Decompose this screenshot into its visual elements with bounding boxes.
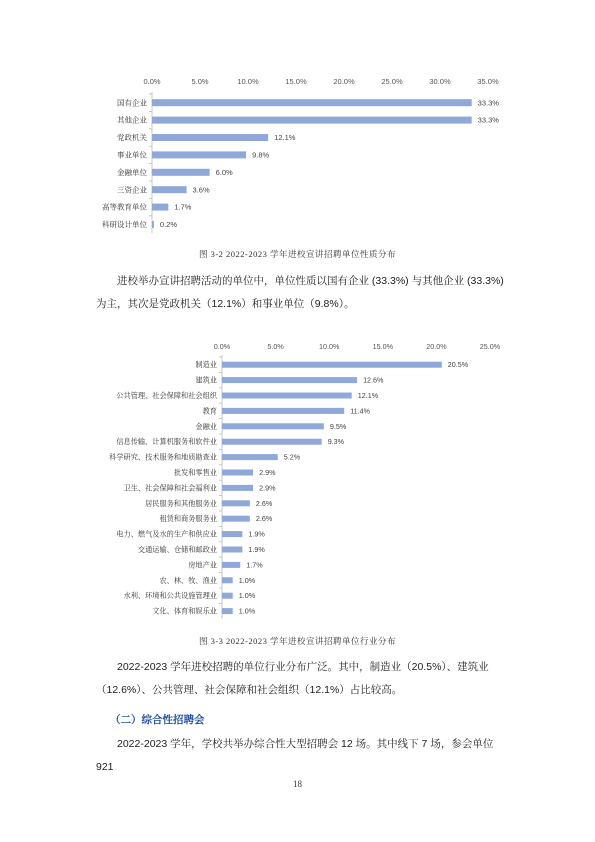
category-label: 国有企业 [117,98,147,108]
data-label: 5.2% [283,452,301,462]
bar [152,134,268,141]
paragraph-line: 2022-2023 学年进校招聘的单位行业分布广泛。其中，制造业（20.5%）、建筑业 [117,661,489,673]
paragraph-line: （12.6%）、公共管理、社会保障和社会组织（12.1%）占比较高。 [96,684,403,696]
category-label: 卫生、社会保障和社会福利业 [123,483,217,493]
tick-label: 10.0% [319,342,340,351]
bar [222,577,233,583]
category-label: 金融业 [195,421,217,431]
tick-label: 15.0% [285,77,307,86]
category-label: 租赁和商务服务业 [159,514,217,524]
chart-unit-nature [0,70,595,240]
data-label: 2.6% [255,498,273,508]
data-label: 3.6% [192,185,210,195]
bar [222,593,233,599]
bar [152,221,154,228]
category-label: 制造业 [195,360,217,370]
data-label: 12.1% [357,391,379,401]
data-label: 0.2% [159,220,178,230]
section-heading: （二）综合性招聘会 [110,714,205,726]
data-label: 1.0% [238,575,256,585]
bar [222,408,344,414]
bar [222,562,240,568]
data-label: 1.7% [246,560,263,570]
bar [152,204,168,211]
tick-label: 25.0% [381,77,403,86]
category-label: 教育 [202,406,217,416]
data-label: 1.9% [248,545,265,555]
bar [152,151,246,158]
category-label: 高等教育单位 [102,202,147,212]
paragraph-job-fair [96,733,508,779]
data-label: 2.9% [259,468,276,478]
category-label: 三资企业 [117,185,147,195]
bar [152,99,472,106]
bar [222,547,242,553]
data-label: 20.5% [447,360,469,370]
category-label: 金融单位 [117,167,147,177]
bar [222,377,357,383]
data-label: 6.0% [215,167,233,177]
category-label: 房地产业 [188,560,217,570]
bar [222,362,442,368]
bar [222,516,250,522]
tick-label: 5.0% [267,342,284,351]
category-label: 科研设计单位 [102,220,147,230]
bar [222,393,352,399]
tick-label: 10.0% [237,77,259,86]
tick-label: 5.0% [191,77,209,86]
bar [152,117,472,124]
tick-label: 15.0% [372,342,393,351]
bar [222,454,278,460]
paragraph-line: 进校举办宣讲招聘活动的单位中，单位性质以国有企业 (33.3%) 与其他企业 (33.3%) [117,275,504,287]
data-label: 1.7% [174,202,192,212]
category-label: 党政机关 [117,133,147,143]
category-label: 批发和零售业 [173,468,217,478]
category-label: 科学研究、技术服务和地质勘查业 [109,452,217,462]
page-number: 18 [293,779,302,789]
category-label: 建筑业 [195,375,217,385]
category-label: 事业单位 [117,150,147,160]
data-label: 1.0% [238,606,256,616]
data-label: 12.6% [363,375,384,385]
paragraph-line: 为主，其次是党政机关（12.1%）和事业单位（9.8%）。 [96,298,355,310]
bar [222,439,322,445]
tick-label: 30.0% [429,77,451,86]
bar [222,470,253,476]
category-label: 电力、燃气及水的生产和供应业 [116,529,217,539]
category-label: 信息传输、计算机服务和软件业 [116,437,217,447]
tick-label: 25.0% [479,342,501,351]
bar [152,169,210,176]
tick-label: 0.0% [213,342,231,351]
tick-label: 20.0% [333,77,355,86]
data-label: 2.9% [259,483,276,493]
data-label: 9.5% [329,421,347,431]
category-label: 其他企业 [117,115,147,125]
data-label: 9.8% [252,150,270,160]
data-label: 9.3% [327,437,345,447]
category-label: 水利、环境和公共设施管理业 [123,591,217,601]
data-label: 1.9% [248,529,265,539]
data-label: 33.3% [477,115,499,125]
bar [222,531,242,537]
bar [222,500,250,506]
data-label: 1.0% [238,591,256,601]
category-label: 交通运输、仓储和邮政业 [137,545,217,555]
bar [222,423,324,429]
category-label: 公共管理、社会保障和社会组织 [116,391,217,401]
paragraph-industry [96,656,508,702]
bar [222,608,233,614]
category-label: 文化、体育和娱乐业 [152,606,217,616]
category-label: 农、林、牧、渔业 [159,575,217,585]
data-label: 33.3% [477,98,499,108]
bar [222,485,253,491]
data-label: 12.1% [274,133,296,143]
tick-label: 20.0% [426,342,447,351]
paragraph-line: 2022-2023 学年，学校共举办综合性大型招聘会 12 场。其中线下 7 场，参会单位 921 [96,738,494,773]
tick-label: 35.0% [477,77,499,86]
bar [152,186,187,193]
data-label: 2.6% [255,514,273,524]
data-label: 11.4% [350,406,371,416]
category-label: 居民服务和其他服务业 [145,498,217,508]
figure-caption-3-3: 图 3-3 2022-2023 学年进校宣讲招聘单位行业分布 [198,636,397,646]
tick-label: 0.0% [143,77,161,86]
chart-industry-distribution [0,335,595,620]
figure-caption-3-2: 图 3-2 2022-2023 学年进校宣讲招聘单位性质分布 [198,249,397,259]
paragraph-unit-nature [96,270,508,316]
